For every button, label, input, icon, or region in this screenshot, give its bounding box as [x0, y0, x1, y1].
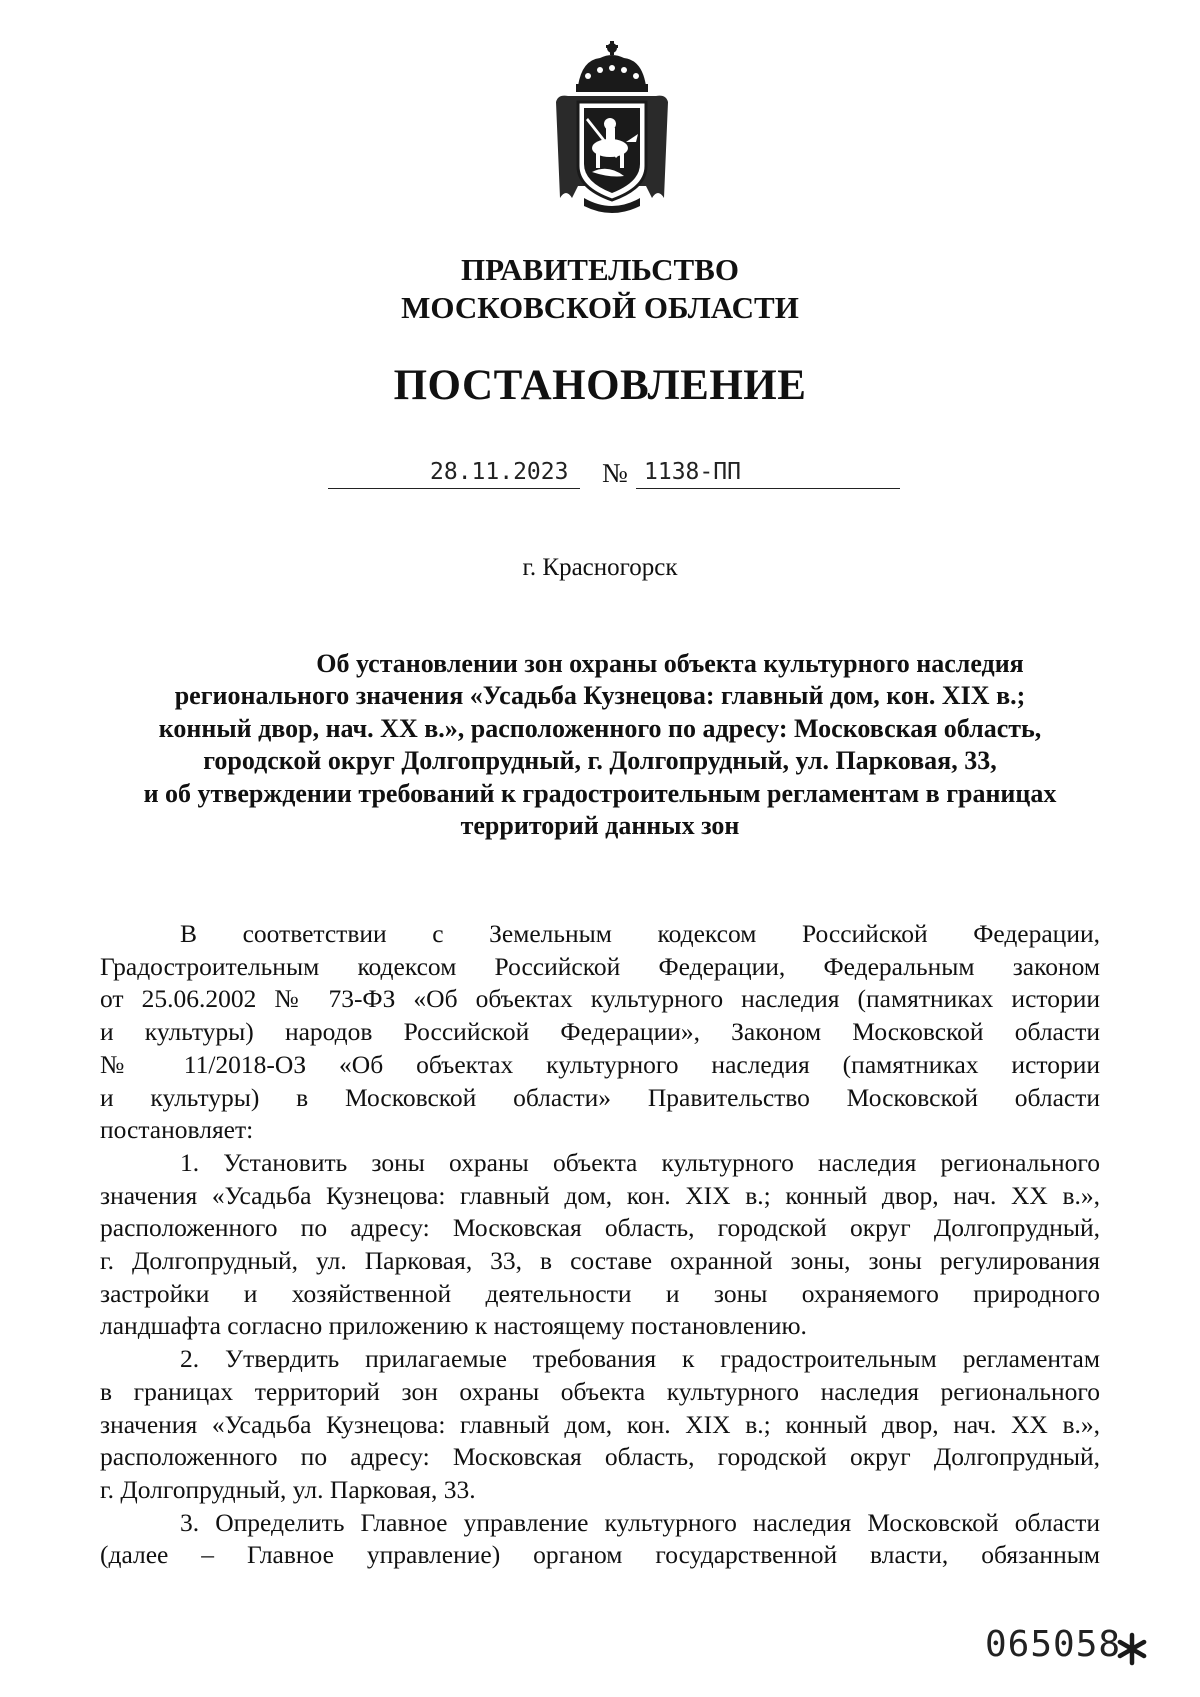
body-line: от 25.06.2002 № 73-ФЗ «Об объектах культурного наследия (памятниках истории: [100, 984, 1100, 1014]
city: г. Красногорск: [522, 554, 678, 581]
body-line: значения «Усадьба Кузнецова: главный дом, кон. XIX в.; конный двор, нач. XX в.»,: [100, 1180, 1100, 1210]
body-line: (далее – Главное управление) органом государственной власти, обязанным: [100, 1540, 1100, 1570]
body-line: и культуры) народов Российской Федерации», Законом Московской области: [100, 1017, 1100, 1047]
body-line: и культуры) в Московской области» Правительство Московской области: [100, 1082, 1100, 1112]
title-line: конный двор, нач. XX в.», расположенного по адресу: Московская область,: [158, 713, 1042, 743]
body-line: 1. Установить зоны охраны объекта культурного наследия регионального: [180, 1147, 1100, 1177]
number-underline: [636, 488, 900, 489]
body-line: значения «Усадьба Кузнецова: главный дом, кон. XIX в.; конный двор, нач. XX в.»,: [100, 1409, 1100, 1439]
body-line: застройки и хозяйственной деятельности и зоны охраняемого природного: [100, 1278, 1100, 1308]
document-date: 28.11.2023: [430, 459, 569, 485]
body-line: № 11/2018-ОЗ «Об объектах культурного наследия (памятниках истории: [100, 1049, 1100, 1079]
document-title: [100, 648, 1100, 842]
document-number: 1138-ПП: [644, 459, 741, 485]
body-line: В соответствии с Земельным кодексом Российской Федерации,: [180, 919, 1100, 948]
date-number-line: [0, 458, 1200, 498]
title-line: регионального значения «Усадьба Кузнецова: главный дом, кон. XIX в.;: [174, 681, 1026, 711]
title-line: Об установлении зон охраны объекта культурного наследия: [316, 649, 1024, 678]
body-line: 3. Определить Главное управление культурного наследия Московской области: [180, 1507, 1100, 1537]
body-line: 2. Утвердить прилагаемые требования к градостроительным регламентам: [180, 1344, 1100, 1374]
serial-number: 065058: [985, 1624, 1122, 1665]
body-line: в границах территорий зон охраны объекта культурного наследия регионального: [100, 1376, 1100, 1406]
body-line: постановляет:: [100, 1115, 254, 1145]
title-line: территорий данных зон: [460, 811, 740, 841]
organization-name-line-2: МОСКОВСКОЙ ОБЛАСТИ: [401, 290, 799, 325]
body-line: ландшафта согласно приложению к настоящему постановлению.: [100, 1311, 807, 1341]
body-line: расположенного по адресу: Московская область, городской округ Долгопрудный,: [100, 1213, 1100, 1243]
organization-name-line-1: ПРАВИТЕЛЬСТВО: [461, 252, 739, 287]
body-line: г. Долгопрудный, ул. Парковая, 33, в составе охранной зоны, зоны регулирования: [100, 1246, 1100, 1276]
document-type: ПОСТАНОВЛЕНИЕ: [393, 362, 807, 409]
coat-of-arms-icon: [548, 38, 676, 220]
body-line: г. Долгопрудный, ул. Парковая, 33.: [100, 1474, 476, 1504]
title-line: городской округ Долгопрудный, г. Долгопрудный, ул. Парковая, 33,: [203, 746, 997, 776]
asterisk-icon: [1115, 1632, 1149, 1666]
date-underline: [328, 488, 580, 489]
body-line: расположенного по адресу: Московская область, городской округ Долгопрудный,: [100, 1442, 1100, 1472]
document-body: [100, 918, 1100, 1572]
number-sign: №: [602, 458, 628, 488]
title-line: и об утверждении требований к градостроительным регламентам в границах: [143, 778, 1057, 808]
body-line: Градостроительным кодексом Российской Федерации, Федеральным законом: [100, 951, 1100, 981]
